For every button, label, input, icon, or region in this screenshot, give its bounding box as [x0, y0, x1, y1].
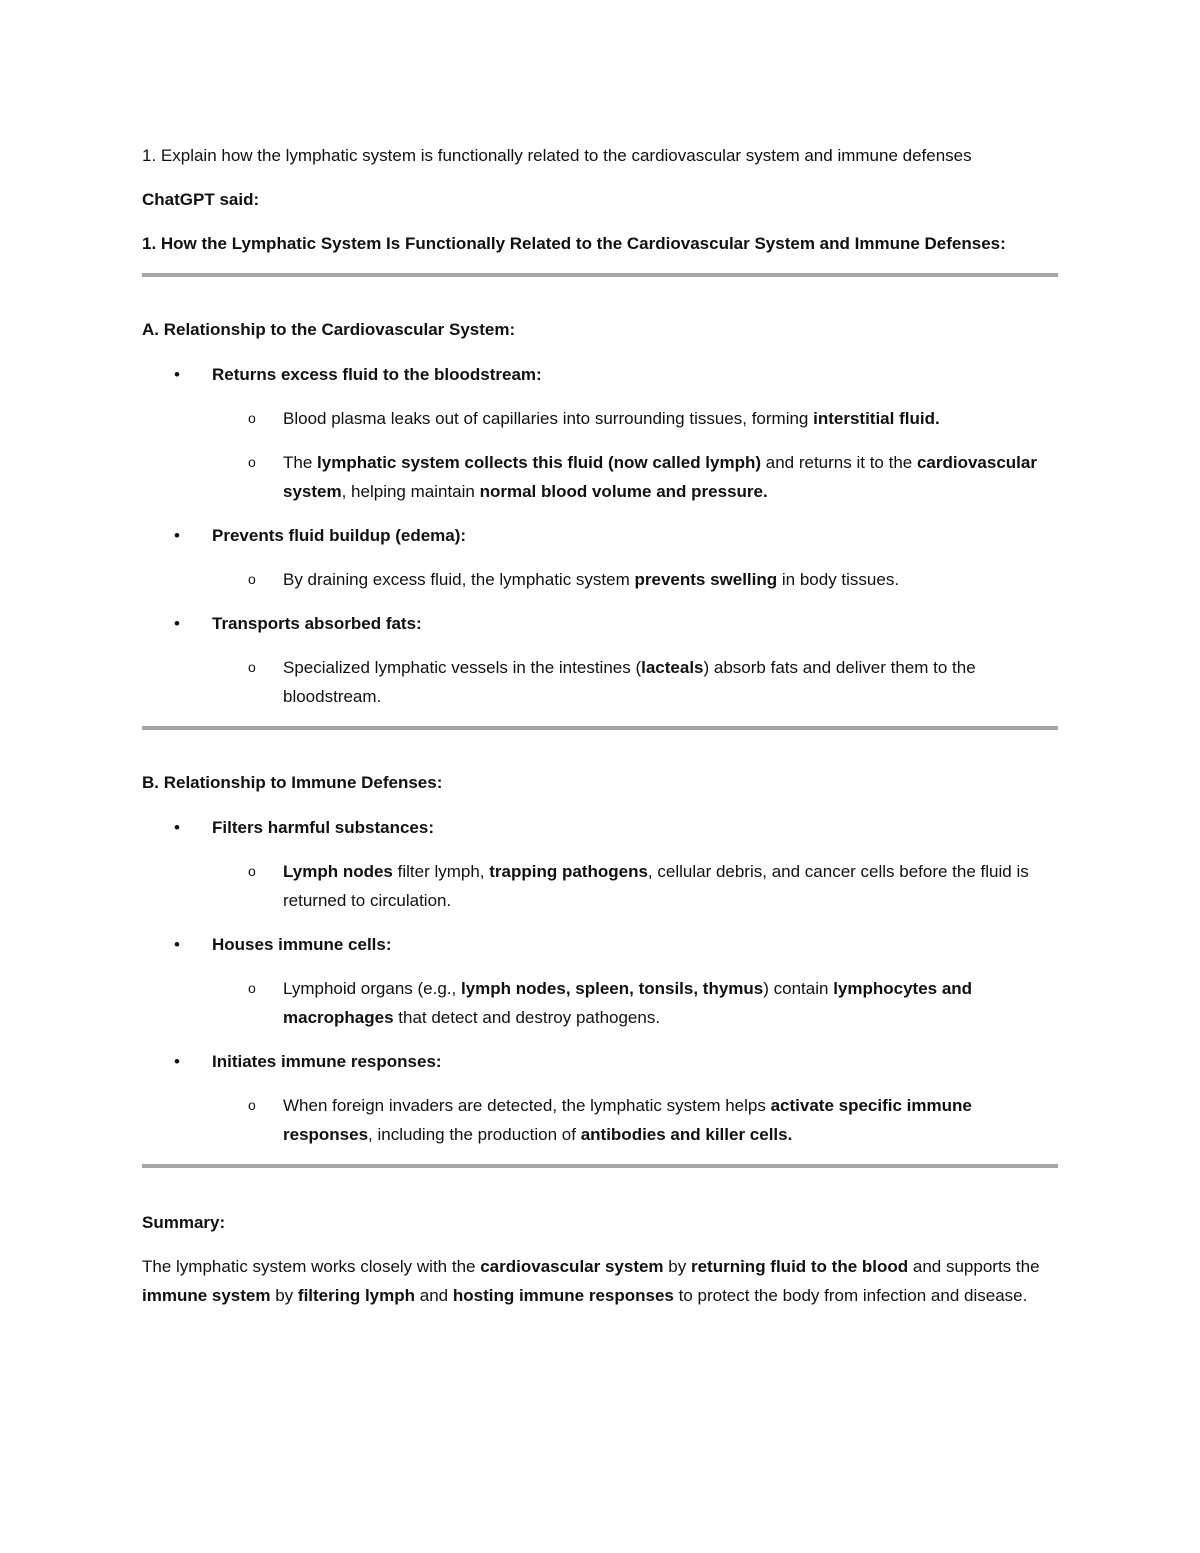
divider [142, 1164, 1058, 1168]
sub-list-item [212, 1091, 1058, 1149]
divider [142, 726, 1058, 730]
sub-list-item [212, 857, 1058, 915]
bold-text: trapping pathogens [489, 862, 648, 881]
bold-text: prevents swelling [634, 570, 778, 589]
list-item-heading: Transports absorbed fats: [212, 614, 422, 633]
sub-bullet-icon: o [248, 980, 256, 996]
bold-text: antibodies and killer cells. [580, 1125, 793, 1144]
text-run: to protect the body from infection and disease. [673, 1286, 1028, 1305]
answer-title: 1. How the Lymphatic System Is Functionally Related to the Cardiovascular System and Immune Defenses: [142, 234, 1006, 253]
list-item [142, 1047, 1058, 1149]
text-run: by [663, 1257, 691, 1276]
summary-paragraph [142, 1252, 1058, 1310]
sub-list-item [212, 448, 1058, 506]
text-run: that detect and destroy pathogens. [393, 1008, 661, 1027]
sub-bullet-icon: o [248, 863, 256, 879]
text-run: filter lymph, [392, 862, 490, 881]
sub-bullet-icon: o [248, 454, 256, 470]
bold-text: immune system [142, 1286, 271, 1305]
sub-bullet-icon: o [248, 1097, 256, 1113]
text-run: Lymphoid organs (e.g., [283, 979, 461, 998]
bullet-icon: • [174, 365, 180, 384]
text-run: and returns it to the [761, 453, 917, 472]
section-a-list [142, 360, 1058, 711]
bold-text: interstitial fluid. [813, 409, 940, 428]
text-run: , cellular debris, and cancer cells before the fluid is returned to circulation. [283, 862, 1029, 910]
bold-text: normal blood volume and pressure. [479, 482, 768, 501]
text-run: in body tissues. [777, 570, 900, 589]
text-run: and [415, 1286, 453, 1305]
text-run: ) contain [763, 979, 834, 998]
sub-list [212, 1091, 1058, 1149]
text-run: by [270, 1286, 298, 1305]
bold-text: hosting immune responses [452, 1286, 674, 1305]
list-item-heading: Initiates immune responses: [212, 1052, 442, 1071]
sub-bullet-icon: o [248, 410, 256, 426]
list-item-heading: Houses immune cells: [212, 935, 392, 954]
sub-list-item [212, 565, 1058, 594]
list-item [142, 813, 1058, 915]
text-run: ) absorb fats and deliver them to the bloodstream. [283, 658, 976, 706]
bold-text: cardiovascular system [480, 1257, 664, 1276]
bold-text: filtering lymph [297, 1286, 416, 1305]
bullet-icon: • [174, 935, 180, 954]
bullet-icon: • [174, 614, 180, 633]
document-body [142, 141, 1058, 1310]
text-run: When foreign invaders are detected, the lymphatic system helps [283, 1096, 771, 1115]
list-item [142, 609, 1058, 711]
text-run: , including the production of [368, 1125, 581, 1144]
section-b-list [142, 813, 1058, 1149]
text-run: , helping maintain [341, 482, 480, 501]
sub-list-item [212, 404, 1058, 433]
bullet-icon: • [174, 526, 180, 545]
bold-text: lymph nodes, spleen, tonsils, thymus [460, 979, 764, 998]
sub-list-item [212, 653, 1058, 711]
bullet-icon: • [174, 1052, 180, 1071]
question-text: 1. Explain how the lymphatic system is functionally related to the cardiovascular system and immune defenses [142, 146, 972, 165]
sub-list [212, 974, 1058, 1032]
bold-text: cardiovascular system [283, 453, 1037, 501]
bullet-icon: • [174, 818, 180, 837]
sub-list [212, 404, 1058, 506]
text-run: By draining excess fluid, the lymphatic system [283, 570, 635, 589]
sub-list [212, 653, 1058, 711]
list-item [142, 930, 1058, 1032]
bold-text: lymphatic system collects this fluid (now called lymph) [317, 453, 762, 472]
sub-bullet-icon: o [248, 659, 256, 675]
text-run: Blood plasma leaks out of capillaries into surrounding tissues, forming [283, 409, 814, 428]
text-run: and supports the [908, 1257, 1040, 1276]
sub-list [212, 857, 1058, 915]
divider [142, 273, 1058, 277]
text-run: The [283, 453, 318, 472]
sub-bullet-icon: o [248, 571, 256, 587]
section-b-heading: B. Relationship to Immune Defenses: [142, 773, 443, 792]
bold-text: Lymph nodes [283, 862, 393, 881]
section-a-heading: A. Relationship to the Cardiovascular System: [142, 320, 516, 339]
bold-text: returning fluid to the blood [690, 1257, 909, 1276]
list-item [142, 360, 1058, 506]
list-item-heading: Returns excess fluid to the bloodstream: [212, 365, 542, 384]
list-item [142, 521, 1058, 594]
text-run: The lymphatic system works closely with the [142, 1257, 481, 1276]
sub-list [212, 565, 1058, 594]
text-run: Specialized lymphatic vessels in the intestines ( [283, 658, 642, 677]
summary-heading: Summary: [142, 1213, 226, 1232]
list-item-heading: Filters harmful substances: [212, 818, 435, 837]
bold-text: lacteals [641, 658, 704, 677]
list-item-heading: Prevents fluid buildup (edema): [212, 526, 467, 545]
bold-text: lymphocytes and macrophages [283, 979, 973, 1027]
response-label: ChatGPT said: [142, 190, 260, 209]
sub-list-item [212, 974, 1058, 1032]
bold-text: activate specific immune responses [283, 1096, 972, 1144]
